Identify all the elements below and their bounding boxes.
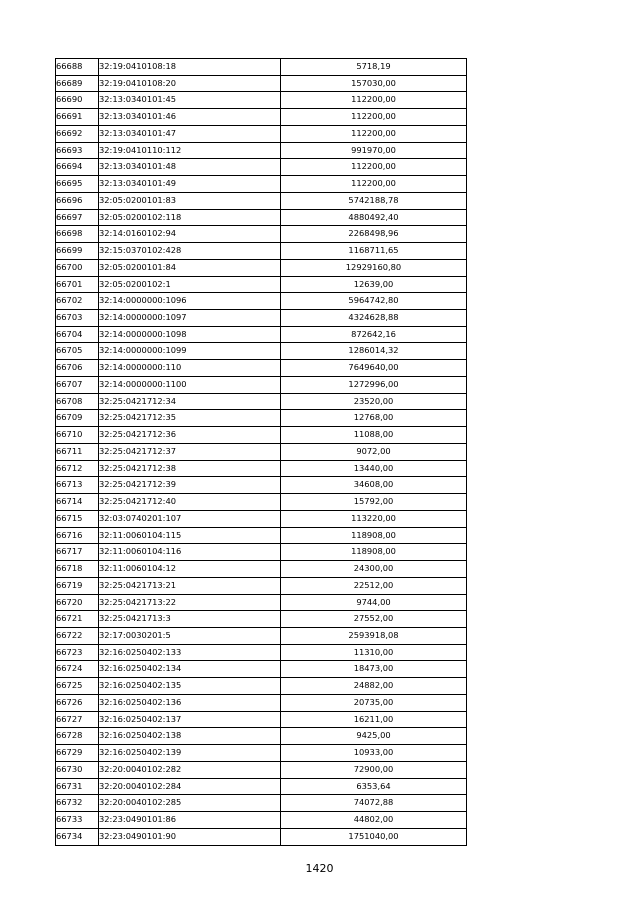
table-row <box>56 745 467 762</box>
table-row <box>56 293 467 310</box>
cadastral-number-cell: 32:16:0250402:134 <box>99 661 281 678</box>
row-number-cell: 66692 <box>56 125 99 142</box>
cadastral-number-cell: 32:25:0421712:39 <box>99 477 281 494</box>
cadastral-number-cell: 32:14:0000000:1098 <box>99 326 281 343</box>
cadastral-number-cell: 32:23:0490101:90 <box>99 828 281 845</box>
cadastral-number-cell: 32:16:0250402:135 <box>99 678 281 695</box>
value-cell: 157030,00 <box>281 75 467 92</box>
cadastral-number-cell: 32:13:0340101:47 <box>99 125 281 142</box>
row-number-cell: 66712 <box>56 460 99 477</box>
cadastral-number-cell: 32:14:0160102:94 <box>99 226 281 243</box>
value-cell: 16211,00 <box>281 711 467 728</box>
table-row <box>56 611 467 628</box>
cadastral-number-cell: 32:11:0060104:116 <box>99 544 281 561</box>
table-row <box>56 778 467 795</box>
cadastral-number-cell: 32:25:0421712:34 <box>99 393 281 410</box>
value-cell: 27552,00 <box>281 611 467 628</box>
cadastral-number-cell: 32:11:0060104:12 <box>99 561 281 578</box>
row-number-cell: 66717 <box>56 544 99 561</box>
row-number-cell: 66715 <box>56 510 99 527</box>
value-cell: 22512,00 <box>281 577 467 594</box>
table-row <box>56 561 467 578</box>
value-cell: 23520,00 <box>281 393 467 410</box>
cadastral-number-cell: 32:13:0340101:46 <box>99 109 281 126</box>
value-cell: 5964742,80 <box>281 293 467 310</box>
row-number-cell: 66693 <box>56 142 99 159</box>
cadastral-number-cell: 32:05:0200101:83 <box>99 192 281 209</box>
cadastral-number-cell: 32:16:0250402:137 <box>99 711 281 728</box>
table-row <box>56 577 467 594</box>
row-number-cell: 66695 <box>56 176 99 193</box>
cadastral-number-cell: 32:13:0340101:45 <box>99 92 281 109</box>
cadastral-number-cell: 32:16:0250402:139 <box>99 745 281 762</box>
table-row <box>56 828 467 845</box>
value-cell: 12639,00 <box>281 276 467 293</box>
table-row <box>56 761 467 778</box>
value-cell: 5742188,78 <box>281 192 467 209</box>
value-cell: 11088,00 <box>281 427 467 444</box>
value-cell: 44802,00 <box>281 812 467 829</box>
table-row <box>56 812 467 829</box>
cadastral-number-cell: 32:25:0421712:38 <box>99 460 281 477</box>
table-row <box>56 460 467 477</box>
table-row <box>56 226 467 243</box>
row-number-cell: 66704 <box>56 326 99 343</box>
table-row <box>56 544 467 561</box>
row-number-cell: 66696 <box>56 192 99 209</box>
value-cell: 20735,00 <box>281 694 467 711</box>
cadastral-number-cell: 32:05:0200102:1 <box>99 276 281 293</box>
cadastral-number-cell: 32:25:0421713:3 <box>99 611 281 628</box>
row-number-cell: 66694 <box>56 159 99 176</box>
row-number-cell: 66711 <box>56 443 99 460</box>
cadastral-number-cell: 32:19:0410108:18 <box>99 59 281 76</box>
row-number-cell: 66721 <box>56 611 99 628</box>
row-number-cell: 66732 <box>56 795 99 812</box>
row-number-cell: 66729 <box>56 745 99 762</box>
cadastral-number-cell: 32:25:0421712:40 <box>99 494 281 511</box>
table-row <box>56 276 467 293</box>
cadastral-number-cell: 32:05:0200102:118 <box>99 209 281 226</box>
row-number-cell: 66728 <box>56 728 99 745</box>
row-number-cell: 66726 <box>56 694 99 711</box>
value-cell: 2593918,08 <box>281 627 467 644</box>
row-number-cell: 66691 <box>56 109 99 126</box>
value-cell: 9072,00 <box>281 443 467 460</box>
table-row <box>56 644 467 661</box>
registry-table <box>55 58 467 846</box>
row-number-cell: 66710 <box>56 427 99 444</box>
cadastral-number-cell: 32:14:0000000:1097 <box>99 310 281 327</box>
cadastral-number-cell: 32:11:0060104:115 <box>99 527 281 544</box>
row-number-cell: 66714 <box>56 494 99 511</box>
row-number-cell: 66690 <box>56 92 99 109</box>
table-row <box>56 109 467 126</box>
value-cell: 5718,19 <box>281 59 467 76</box>
cadastral-number-cell: 32:25:0421712:35 <box>99 410 281 427</box>
value-cell: 2268498,96 <box>281 226 467 243</box>
cadastral-number-cell: 32:13:0340101:48 <box>99 159 281 176</box>
value-cell: 112200,00 <box>281 92 467 109</box>
table-row <box>56 343 467 360</box>
row-number-cell: 66731 <box>56 778 99 795</box>
cadastral-number-cell: 32:20:0040102:285 <box>99 795 281 812</box>
row-number-cell: 66716 <box>56 527 99 544</box>
row-number-cell: 66734 <box>56 828 99 845</box>
value-cell: 1286014,32 <box>281 343 467 360</box>
row-number-cell: 66702 <box>56 293 99 310</box>
cadastral-number-cell: 32:25:0421712:36 <box>99 427 281 444</box>
row-number-cell: 66688 <box>56 59 99 76</box>
cadastral-number-cell: 32:17:0030201:5 <box>99 627 281 644</box>
row-number-cell: 66723 <box>56 644 99 661</box>
row-number-cell: 66707 <box>56 376 99 393</box>
row-number-cell: 66709 <box>56 410 99 427</box>
table-row <box>56 360 467 377</box>
value-cell: 4324628,88 <box>281 310 467 327</box>
table-row <box>56 310 467 327</box>
row-number-cell: 66724 <box>56 661 99 678</box>
row-number-cell: 66720 <box>56 594 99 611</box>
value-cell: 18473,00 <box>281 661 467 678</box>
table-row <box>56 678 467 695</box>
value-cell: 118908,00 <box>281 544 467 561</box>
table-row <box>56 527 467 544</box>
value-cell: 24882,00 <box>281 678 467 695</box>
table-row <box>56 594 467 611</box>
cadastral-number-cell: 32:20:0040102:282 <box>99 761 281 778</box>
value-cell: 1272996,00 <box>281 376 467 393</box>
row-number-cell: 66725 <box>56 678 99 695</box>
table-row <box>56 159 467 176</box>
row-number-cell: 66713 <box>56 477 99 494</box>
cadastral-number-cell: 32:19:0410108:20 <box>99 75 281 92</box>
table-row <box>56 795 467 812</box>
value-cell: 112200,00 <box>281 159 467 176</box>
value-cell: 10933,00 <box>281 745 467 762</box>
row-number-cell: 66705 <box>56 343 99 360</box>
row-number-cell: 66701 <box>56 276 99 293</box>
row-number-cell: 66703 <box>56 310 99 327</box>
cadastral-number-cell: 32:20:0040102:284 <box>99 778 281 795</box>
row-number-cell: 66733 <box>56 812 99 829</box>
row-number-cell: 66698 <box>56 226 99 243</box>
row-number-cell: 66727 <box>56 711 99 728</box>
table-row <box>56 142 467 159</box>
row-number-cell: 66697 <box>56 209 99 226</box>
table-row <box>56 259 467 276</box>
cadastral-number-cell: 32:03:0740201:107 <box>99 510 281 527</box>
row-number-cell: 66700 <box>56 259 99 276</box>
table-row <box>56 59 467 76</box>
row-number-cell: 66708 <box>56 393 99 410</box>
value-cell: 7649640,00 <box>281 360 467 377</box>
value-cell: 991970,00 <box>281 142 467 159</box>
table-row <box>56 443 467 460</box>
value-cell: 34608,00 <box>281 477 467 494</box>
table-row <box>56 192 467 209</box>
row-number-cell: 66706 <box>56 360 99 377</box>
cadastral-number-cell: 32:05:0200101:84 <box>99 259 281 276</box>
value-cell: 1751040,00 <box>281 828 467 845</box>
value-cell: 6353,64 <box>281 778 467 795</box>
row-number-cell: 66722 <box>56 627 99 644</box>
table-row <box>56 627 467 644</box>
value-cell: 118908,00 <box>281 527 467 544</box>
value-cell: 13440,00 <box>281 460 467 477</box>
cadastral-number-cell: 32:14:0000000:1096 <box>99 293 281 310</box>
cadastral-number-cell: 32:19:0410110:112 <box>99 142 281 159</box>
value-cell: 15792,00 <box>281 494 467 511</box>
table-row <box>56 125 467 142</box>
row-number-cell: 66699 <box>56 243 99 260</box>
table-row <box>56 711 467 728</box>
cadastral-number-cell: 32:23:0490101:86 <box>99 812 281 829</box>
table-row <box>56 243 467 260</box>
value-cell: 112200,00 <box>281 109 467 126</box>
table-row <box>56 410 467 427</box>
table-row <box>56 92 467 109</box>
table-row <box>56 176 467 193</box>
row-number-cell: 66718 <box>56 561 99 578</box>
value-cell: 872642,16 <box>281 326 467 343</box>
cadastral-number-cell: 32:16:0250402:133 <box>99 644 281 661</box>
table-row <box>56 427 467 444</box>
table-row <box>56 75 467 92</box>
table-row <box>56 661 467 678</box>
cadastral-number-cell: 32:25:0421712:37 <box>99 443 281 460</box>
cadastral-number-cell: 32:14:0000000:1099 <box>99 343 281 360</box>
cadastral-number-cell: 32:16:0250402:138 <box>99 728 281 745</box>
value-cell: 12929160,80 <box>281 259 467 276</box>
cadastral-number-cell: 32:14:0000000:110 <box>99 360 281 377</box>
table-row <box>56 494 467 511</box>
page-number: 1420 <box>305 862 334 875</box>
row-number-cell: 66689 <box>56 75 99 92</box>
value-cell: 11310,00 <box>281 644 467 661</box>
table-row <box>56 209 467 226</box>
table-row <box>56 326 467 343</box>
cadastral-number-cell: 32:25:0421713:22 <box>99 594 281 611</box>
value-cell: 24300,00 <box>281 561 467 578</box>
table-row <box>56 510 467 527</box>
table-row <box>56 393 467 410</box>
table-row <box>56 376 467 393</box>
cadastral-number-cell: 32:14:0000000:1100 <box>99 376 281 393</box>
value-cell: 112200,00 <box>281 125 467 142</box>
value-cell: 74072,88 <box>281 795 467 812</box>
value-cell: 112200,00 <box>281 176 467 193</box>
value-cell: 12768,00 <box>281 410 467 427</box>
value-cell: 72900,00 <box>281 761 467 778</box>
registry-table-body <box>56 59 467 846</box>
cadastral-number-cell: 32:16:0250402:136 <box>99 694 281 711</box>
value-cell: 1168711,65 <box>281 243 467 260</box>
value-cell: 4880492,40 <box>281 209 467 226</box>
row-number-cell: 66719 <box>56 577 99 594</box>
cadastral-number-cell: 32:25:0421713:21 <box>99 577 281 594</box>
table-row <box>56 477 467 494</box>
value-cell: 9744,00 <box>281 594 467 611</box>
value-cell: 9425,00 <box>281 728 467 745</box>
table-row <box>56 694 467 711</box>
row-number-cell: 66730 <box>56 761 99 778</box>
table-row <box>56 728 467 745</box>
cadastral-number-cell: 32:13:0340101:49 <box>99 176 281 193</box>
cadastral-number-cell: 32:15:0370102:428 <box>99 243 281 260</box>
value-cell: 113220,00 <box>281 510 467 527</box>
